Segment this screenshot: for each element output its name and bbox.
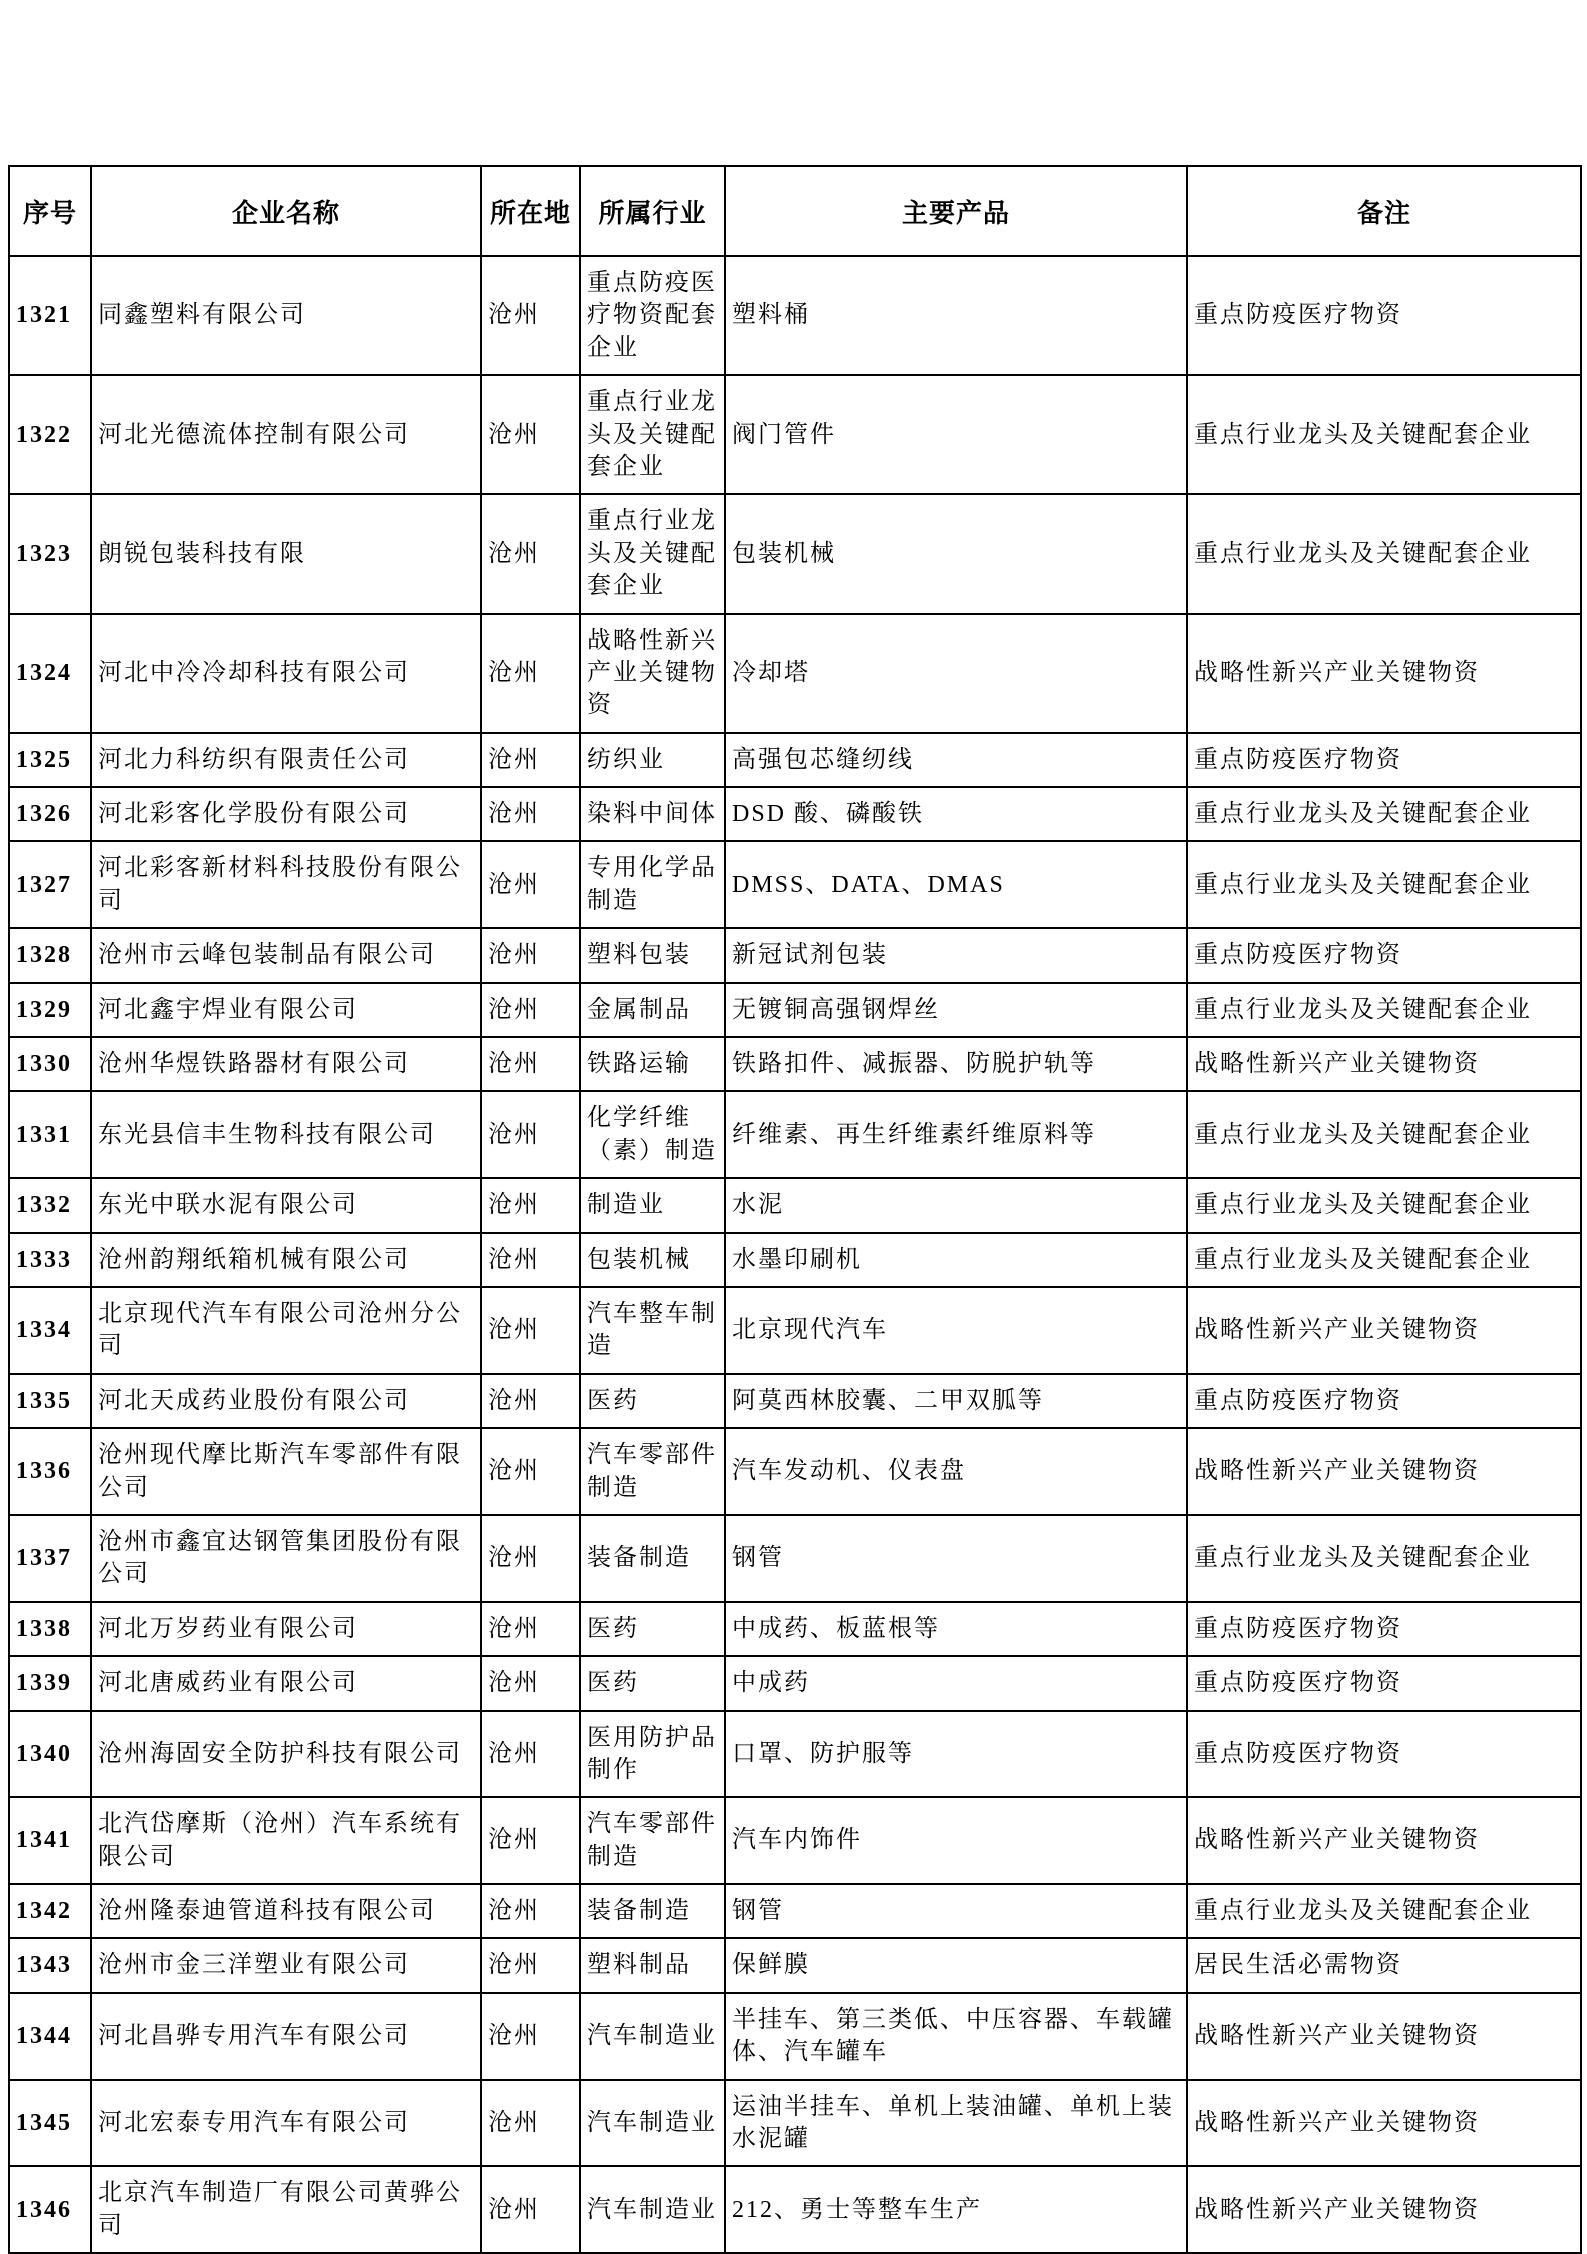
table-row xyxy=(9,1374,1581,1428)
cell-remark: 重点行业龙头及关键配套企业 xyxy=(1187,375,1581,494)
cell-remark: 重点防疫医疗物资 xyxy=(1187,928,1581,982)
table-row xyxy=(9,1656,1581,1710)
cell-products: 纤维素、再生纤维素纤维原料等 xyxy=(725,1091,1187,1178)
cell-name: 河北昌骅专用汽车有限公司 xyxy=(91,1993,481,2080)
cell-products: DSD 酸、磷酸铁 xyxy=(725,787,1187,841)
cell-remark: 战略性新兴产业关键物资 xyxy=(1187,1037,1581,1091)
cell-remark: 重点防疫医疗物资 xyxy=(1187,1711,1581,1798)
cell-id: 1330 xyxy=(9,1037,91,1091)
cell-name: 沧州市金三洋塑业有限公司 xyxy=(91,1938,481,1992)
cell-remark: 重点行业龙头及关键配套企业 xyxy=(1187,1884,1581,1938)
cell-name: 河北中冷冷却科技有限公司 xyxy=(91,614,481,733)
cell-remark: 重点行业龙头及关键配套企业 xyxy=(1187,983,1581,1037)
cell-industry: 包装机械 xyxy=(580,1233,725,1287)
cell-name: 河北彩客新材料科技股份有限公司 xyxy=(91,841,481,928)
cell-products: 半挂车、第三类低、中压容器、车载罐体、汽车罐车 xyxy=(725,1993,1187,2080)
cell-location: 沧州 xyxy=(481,375,580,494)
table-row xyxy=(9,375,1581,494)
cell-products: 塑料桶 xyxy=(725,256,1187,375)
cell-industry: 重点防疫医疗物资配套企业 xyxy=(580,256,725,375)
cell-products: 汽车发动机、仪表盘 xyxy=(725,1428,1187,1515)
header-products: 主要产品 xyxy=(725,166,1187,256)
header-name: 企业名称 xyxy=(91,166,481,256)
cell-industry: 医药 xyxy=(580,1602,725,1656)
cell-name: 河北彩客化学股份有限公司 xyxy=(91,787,481,841)
enterprise-table xyxy=(8,165,1582,2254)
cell-id: 1326 xyxy=(9,787,91,841)
cell-id: 1322 xyxy=(9,375,91,494)
cell-id: 1327 xyxy=(9,841,91,928)
cell-industry: 战略性新兴产业关键物资 xyxy=(580,614,725,733)
cell-location: 沧州 xyxy=(481,1602,580,1656)
cell-products: 212、勇士等整车生产 xyxy=(725,2166,1187,2253)
cell-industry: 纺织业 xyxy=(580,733,725,787)
cell-id: 1335 xyxy=(9,1374,91,1428)
header-industry: 所属行业 xyxy=(580,166,725,256)
table-row xyxy=(9,1993,1581,2080)
cell-products: 铁路扣件、减振器、防脱护轨等 xyxy=(725,1037,1187,1091)
cell-name: 河北宏泰专用汽车有限公司 xyxy=(91,2080,481,2167)
table-row xyxy=(9,494,1581,613)
cell-remark: 战略性新兴产业关键物资 xyxy=(1187,2080,1581,2167)
table-row xyxy=(9,733,1581,787)
cell-id: 1332 xyxy=(9,1178,91,1232)
cell-name: 沧州隆泰迪管道科技有限公司 xyxy=(91,1884,481,1938)
cell-location: 沧州 xyxy=(481,1656,580,1710)
cell-remark: 战略性新兴产业关键物资 xyxy=(1187,1428,1581,1515)
cell-location: 沧州 xyxy=(481,1884,580,1938)
cell-industry: 汽车整车制造 xyxy=(580,1287,725,1374)
cell-location: 沧州 xyxy=(481,1287,580,1374)
cell-name: 北汽岱摩斯（沧州）汽车系统有限公司 xyxy=(91,1797,481,1884)
cell-id: 1341 xyxy=(9,1797,91,1884)
cell-id: 1329 xyxy=(9,983,91,1037)
cell-id: 1338 xyxy=(9,1602,91,1656)
cell-location: 沧州 xyxy=(481,983,580,1037)
cell-id: 1324 xyxy=(9,614,91,733)
table-row xyxy=(9,1711,1581,1798)
cell-products: 北京现代汽车 xyxy=(725,1287,1187,1374)
cell-name: 河北万岁药业有限公司 xyxy=(91,1602,481,1656)
table-row xyxy=(9,1037,1581,1091)
header-remark: 备注 xyxy=(1187,166,1581,256)
cell-products: 口罩、防护服等 xyxy=(725,1711,1187,1798)
cell-location: 沧州 xyxy=(481,256,580,375)
cell-name: 沧州现代摩比斯汽车零部件有限公司 xyxy=(91,1428,481,1515)
cell-products: 阀门管件 xyxy=(725,375,1187,494)
cell-industry: 装备制造 xyxy=(580,1515,725,1602)
cell-remark: 战略性新兴产业关键物资 xyxy=(1187,1993,1581,2080)
header-location: 所在地 xyxy=(481,166,580,256)
cell-industry: 医药 xyxy=(580,1374,725,1428)
cell-industry: 铁路运输 xyxy=(580,1037,725,1091)
cell-location: 沧州 xyxy=(481,733,580,787)
table-row xyxy=(9,2166,1581,2253)
cell-remark: 重点防疫医疗物资 xyxy=(1187,1656,1581,1710)
cell-products: 新冠试剂包装 xyxy=(725,928,1187,982)
cell-industry: 塑料制品 xyxy=(580,1938,725,1992)
cell-id: 1331 xyxy=(9,1091,91,1178)
cell-remark: 战略性新兴产业关键物资 xyxy=(1187,1797,1581,1884)
cell-name: 沧州市鑫宜达钢管集团股份有限公司 xyxy=(91,1515,481,1602)
cell-name: 沧州华煜铁路器材有限公司 xyxy=(91,1037,481,1091)
cell-name: 河北光德流体控制有限公司 xyxy=(91,375,481,494)
table-row xyxy=(9,841,1581,928)
cell-id: 1336 xyxy=(9,1428,91,1515)
cell-remark: 战略性新兴产业关键物资 xyxy=(1187,1287,1581,1374)
cell-industry: 汽车制造业 xyxy=(580,1993,725,2080)
table-row xyxy=(9,614,1581,733)
cell-industry: 化学纤维（素）制造 xyxy=(580,1091,725,1178)
cell-location: 沧州 xyxy=(481,1091,580,1178)
cell-remark: 重点行业龙头及关键配套企业 xyxy=(1187,1178,1581,1232)
cell-location: 沧州 xyxy=(481,1178,580,1232)
table-row xyxy=(9,1515,1581,1602)
table-row xyxy=(9,1428,1581,1515)
cell-name: 北京现代汽车有限公司沧州分公司 xyxy=(91,1287,481,1374)
table-row xyxy=(9,1884,1581,1938)
cell-location: 沧州 xyxy=(481,1233,580,1287)
cell-industry: 染料中间体 xyxy=(580,787,725,841)
header-row xyxy=(9,166,1581,256)
cell-id: 1340 xyxy=(9,1711,91,1798)
cell-id: 1345 xyxy=(9,2080,91,2167)
cell-industry: 汽车零部件制造 xyxy=(580,1428,725,1515)
cell-remark: 重点行业龙头及关键配套企业 xyxy=(1187,1515,1581,1602)
cell-id: 1333 xyxy=(9,1233,91,1287)
table-row xyxy=(9,1938,1581,1992)
cell-industry: 汽车制造业 xyxy=(580,2166,725,2253)
cell-products: 运油半挂车、单机上装油罐、单机上装水泥罐 xyxy=(725,2080,1187,2167)
cell-location: 沧州 xyxy=(481,614,580,733)
cell-remark: 重点行业龙头及关键配套企业 xyxy=(1187,494,1581,613)
cell-industry: 汽车制造业 xyxy=(580,2080,725,2167)
cell-products: 保鲜膜 xyxy=(725,1938,1187,1992)
table-row xyxy=(9,1178,1581,1232)
cell-location: 沧州 xyxy=(481,787,580,841)
cell-industry: 医用防护品制作 xyxy=(580,1711,725,1798)
table-row xyxy=(9,983,1581,1037)
cell-products: 冷却塔 xyxy=(725,614,1187,733)
table-row xyxy=(9,1602,1581,1656)
cell-industry: 制造业 xyxy=(580,1178,725,1232)
cell-location: 沧州 xyxy=(481,1374,580,1428)
cell-id: 1323 xyxy=(9,494,91,613)
cell-remark: 重点行业龙头及关键配套企业 xyxy=(1187,787,1581,841)
table-row xyxy=(9,928,1581,982)
table-row xyxy=(9,2080,1581,2167)
cell-location: 沧州 xyxy=(481,1428,580,1515)
cell-name: 沧州韵翔纸箱机械有限公司 xyxy=(91,1233,481,1287)
cell-location: 沧州 xyxy=(481,494,580,613)
cell-products: 钢管 xyxy=(725,1515,1187,1602)
cell-location: 沧州 xyxy=(481,2166,580,2253)
cell-name: 河北力科纺织有限责任公司 xyxy=(91,733,481,787)
cell-name: 沧州海固安全防护科技有限公司 xyxy=(91,1711,481,1798)
header-id: 序号 xyxy=(9,166,91,256)
table-row xyxy=(9,1797,1581,1884)
cell-id: 1343 xyxy=(9,1938,91,1992)
cell-industry: 塑料包装 xyxy=(580,928,725,982)
cell-products: 水墨印刷机 xyxy=(725,1233,1187,1287)
cell-products: 钢管 xyxy=(725,1884,1187,1938)
cell-name: 沧州市云峰包装制品有限公司 xyxy=(91,928,481,982)
table-row xyxy=(9,256,1581,375)
cell-location: 沧州 xyxy=(481,1938,580,1992)
cell-industry: 重点行业龙头及关键配套企业 xyxy=(580,375,725,494)
cell-products: 无镀铜高强钢焊丝 xyxy=(725,983,1187,1037)
cell-name: 北京汽车制造厂有限公司黄骅公司 xyxy=(91,2166,481,2253)
cell-id: 1328 xyxy=(9,928,91,982)
cell-industry: 装备制造 xyxy=(580,1884,725,1938)
cell-id: 1344 xyxy=(9,1993,91,2080)
cell-location: 沧州 xyxy=(481,1037,580,1091)
cell-id: 1325 xyxy=(9,733,91,787)
cell-remark: 重点防疫医疗物资 xyxy=(1187,733,1581,787)
cell-remark: 重点防疫医疗物资 xyxy=(1187,256,1581,375)
cell-id: 1337 xyxy=(9,1515,91,1602)
cell-id: 1346 xyxy=(9,2166,91,2253)
cell-name: 同鑫塑料有限公司 xyxy=(91,256,481,375)
cell-location: 沧州 xyxy=(481,1797,580,1884)
table-row xyxy=(9,1287,1581,1374)
cell-remark: 战略性新兴产业关键物资 xyxy=(1187,2166,1581,2253)
cell-products: 高强包芯缝纫线 xyxy=(725,733,1187,787)
cell-location: 沧州 xyxy=(481,928,580,982)
cell-remark: 重点行业龙头及关键配套企业 xyxy=(1187,1233,1581,1287)
cell-products: 水泥 xyxy=(725,1178,1187,1232)
cell-industry: 汽车零部件制造 xyxy=(580,1797,725,1884)
cell-industry: 医药 xyxy=(580,1656,725,1710)
cell-name: 东光中联水泥有限公司 xyxy=(91,1178,481,1232)
cell-id: 1321 xyxy=(9,256,91,375)
cell-name: 东光县信丰生物科技有限公司 xyxy=(91,1091,481,1178)
cell-remark: 重点防疫医疗物资 xyxy=(1187,1602,1581,1656)
cell-products: DMSS、DATA、DMAS xyxy=(725,841,1187,928)
cell-id: 1339 xyxy=(9,1656,91,1710)
cell-id: 1342 xyxy=(9,1884,91,1938)
cell-remark: 重点行业龙头及关键配套企业 xyxy=(1187,1091,1581,1178)
cell-products: 包装机械 xyxy=(725,494,1187,613)
cell-remark: 重点防疫医疗物资 xyxy=(1187,1374,1581,1428)
table-row xyxy=(9,787,1581,841)
cell-industry: 金属制品 xyxy=(580,983,725,1037)
table-row xyxy=(9,1091,1581,1178)
cell-remark: 战略性新兴产业关键物资 xyxy=(1187,614,1581,733)
cell-remark: 重点行业龙头及关键配套企业 xyxy=(1187,841,1581,928)
cell-location: 沧州 xyxy=(481,1711,580,1798)
cell-name: 河北唐威药业有限公司 xyxy=(91,1656,481,1710)
cell-id: 1334 xyxy=(9,1287,91,1374)
cell-products: 阿莫西林胶囊、二甲双胍等 xyxy=(725,1374,1187,1428)
cell-industry: 专用化学品制造 xyxy=(580,841,725,928)
cell-location: 沧州 xyxy=(481,2080,580,2167)
cell-location: 沧州 xyxy=(481,1515,580,1602)
cell-name: 朗锐包装科技有限 xyxy=(91,494,481,613)
cell-industry: 重点行业龙头及关键配套企业 xyxy=(580,494,725,613)
cell-products: 中成药、板蓝根等 xyxy=(725,1602,1187,1656)
cell-location: 沧州 xyxy=(481,1993,580,2080)
cell-location: 沧州 xyxy=(481,841,580,928)
cell-remark: 居民生活必需物资 xyxy=(1187,1938,1581,1992)
cell-products: 汽车内饰件 xyxy=(725,1797,1187,1884)
cell-products: 中成药 xyxy=(725,1656,1187,1710)
cell-name: 河北天成药业股份有限公司 xyxy=(91,1374,481,1428)
cell-name: 河北鑫宇焊业有限公司 xyxy=(91,983,481,1037)
table-row xyxy=(9,1233,1581,1287)
table-body xyxy=(9,256,1581,2253)
